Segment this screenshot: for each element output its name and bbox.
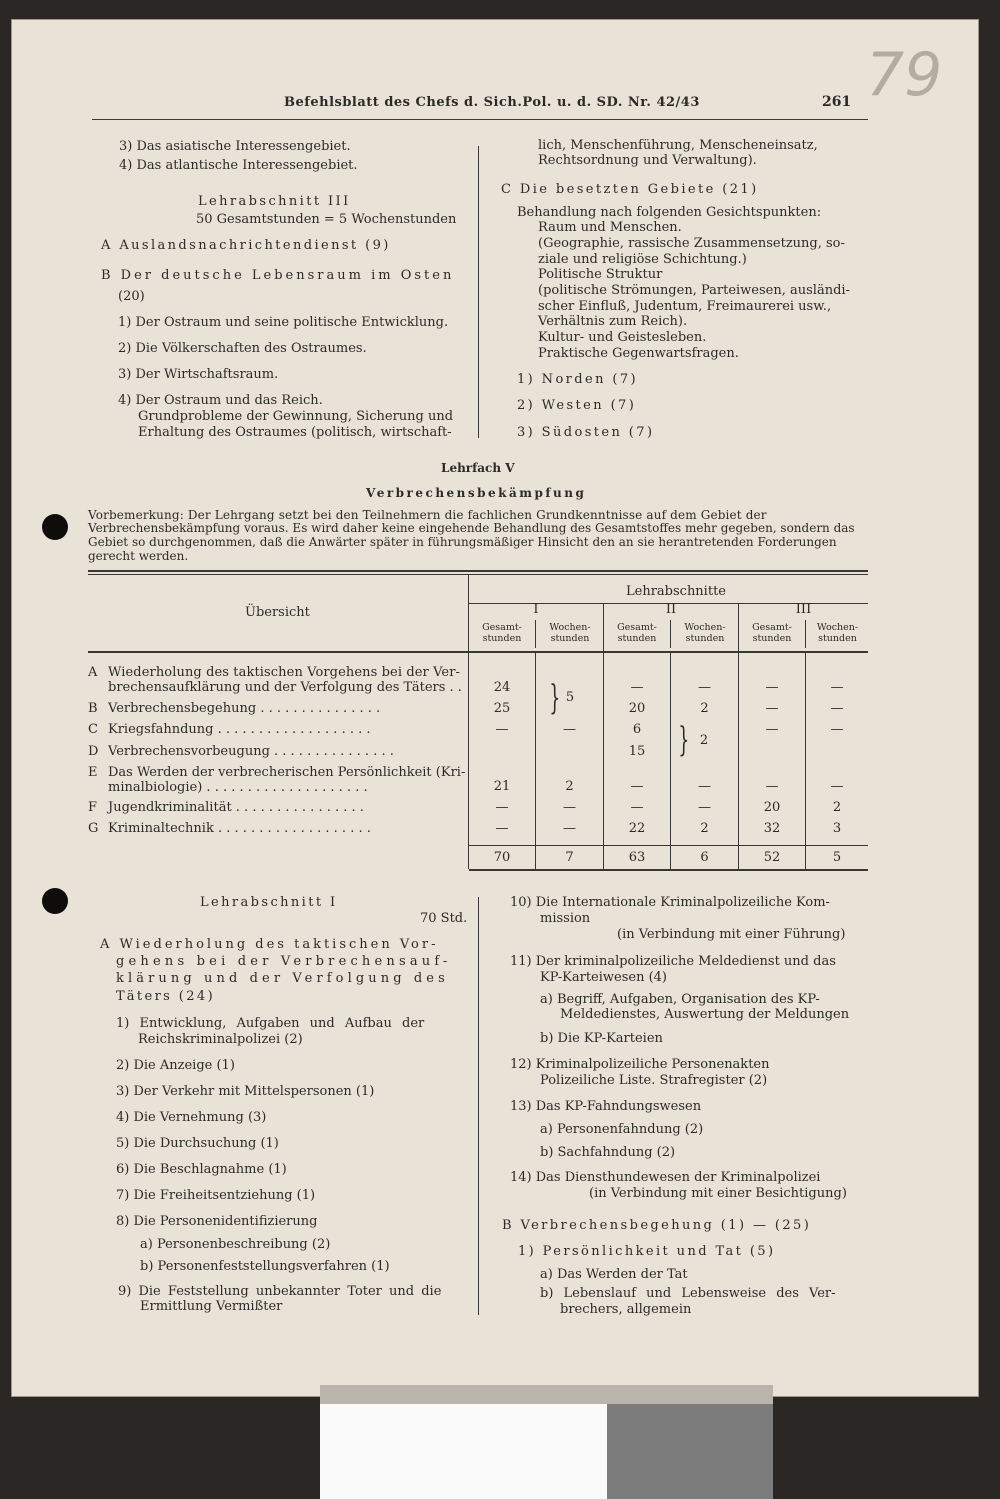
table-cell: 32	[763, 821, 781, 836]
row-label: Verbrechensvorbeugung . . . . . . . . . . . . . . .	[108, 744, 394, 759]
list-item-cont: (in Verbindung mit einer Besichtigung)	[589, 1186, 847, 1201]
list-item: 10) Die Internationale Kriminalpolizeiliche Kom-	[510, 895, 830, 910]
column-divider-top	[478, 146, 479, 438]
section-header-i: I	[533, 602, 539, 617]
table-cell: 2	[565, 779, 574, 794]
table-cell: —	[563, 821, 576, 836]
sub-total-header: Gesamt- stunden	[752, 622, 792, 644]
sub-weekly-header: Wochen- stunden	[549, 622, 591, 644]
section-hours: 70 Std.	[420, 911, 468, 926]
section-title: Lehrabschnitt III	[198, 194, 351, 209]
lehrfach-title: Lehrfach V	[441, 461, 515, 475]
sub-item: b) Sachfahndung (2)	[540, 1145, 676, 1160]
row-label: Wiederholung des taktischen Vorgehens bei der Ver-	[108, 665, 461, 680]
scan-card-grey	[607, 1404, 773, 1499]
list-item: 3) Das asiatische Interessengebiet.	[119, 139, 351, 154]
sub-item: b) Die KP-Karteien	[540, 1031, 663, 1046]
c-line: scher Einfluß, Judentum, Freimaurerei usw.,	[538, 299, 832, 314]
table-cell: 6	[632, 722, 642, 737]
section-header-iii: III	[795, 602, 812, 617]
table-cell: —	[698, 800, 711, 815]
list-item-cont: Reichskriminalpolizei (2)	[138, 1032, 303, 1047]
c-line: Praktische Gegenwartsfragen.	[538, 346, 739, 361]
list-item: 8) Die Personenidentifizierung	[116, 1214, 318, 1229]
row-letter: F	[88, 800, 98, 815]
continued-line: Rechtsordnung und Verwaltung).	[538, 153, 757, 168]
intro-line: Vorbemerkung: Der Lehrgang setzt bei den Teilnehmern die fachlichen Grundkenntnisse auf dem Gebiet der	[88, 508, 767, 522]
list-item-cont: Erhaltung des Ostraumes (politisch, wirtschaft-	[138, 425, 452, 440]
sub-weekly-header: Wochen- stunden	[816, 622, 859, 644]
table-cell: 22	[628, 821, 646, 836]
page-number: 261	[822, 94, 852, 110]
heading-a-line: gehens bei der Verbrechensauf-	[116, 954, 452, 969]
section-title: Lehrabschnitt I	[200, 895, 338, 910]
list-item: 2) Die Völkerschaften des Ostraumes.	[118, 341, 367, 356]
table-cell-merged: 5	[565, 690, 575, 705]
continued-line: lich, Menschenführung, Menscheneinsatz,	[538, 138, 818, 153]
table-cell: 2	[700, 821, 709, 836]
table-cell: 2	[700, 701, 709, 716]
list-item: 1) Persönlichkeit und Tat (5)	[518, 1244, 776, 1259]
list-item: 11) Der kriminalpolizeiliche Meldedienst und das	[510, 954, 836, 969]
table-cell: —	[495, 722, 509, 737]
scan-card-white	[320, 1404, 607, 1499]
sub-item-cont: Meldedienstes, Auswertung der Meldungen	[560, 1007, 850, 1022]
row-letter: G	[88, 821, 99, 836]
table-cell: —	[698, 779, 711, 794]
header-rule	[92, 119, 868, 120]
list-item: 13) Das KP-Fahndungswesen	[510, 1099, 702, 1114]
table-cell-merged: 2	[699, 733, 709, 748]
c-line: Verhältnis zum Reich).	[538, 314, 688, 329]
table-cell: —	[495, 800, 509, 815]
table-cell: —	[495, 821, 509, 836]
heading-c: C Die besetzten Gebiete (21)	[501, 182, 759, 197]
table-cell: 24	[493, 680, 511, 695]
table-cell: —	[765, 680, 779, 695]
c-line: ziale und religiöse Schichtung.)	[538, 252, 747, 267]
list-item: 3) Der Wirtschaftsraum.	[118, 367, 279, 382]
list-item-cont: Polizeiliche Liste. Strafregister (2)	[540, 1073, 768, 1088]
table-cell: —	[630, 680, 644, 695]
c-line: Kultur- und Geistesleben.	[538, 330, 707, 345]
sub-item: a) Personenfahndung (2)	[540, 1122, 704, 1137]
heading-a-line: Täters (24)	[116, 989, 216, 1004]
total-cell: 5	[832, 850, 842, 865]
total-cell: 70	[493, 850, 511, 865]
row-label: Das Werden der verbrecherischen Persönlichkeit (Kri-	[108, 765, 466, 780]
heading-a: A Auslandsnachrichtendienst (9)	[101, 238, 391, 253]
section-header-ii: II	[665, 602, 677, 617]
column-divider-bottom	[478, 897, 479, 1315]
list-item: 14) Das Diensthundewesen der Kriminalpolizei	[510, 1170, 821, 1185]
sub-item: b) Lebenslauf und Lebensweise des Ver-	[540, 1286, 836, 1301]
header-title: Befehlsblatt des Chefs d. Sich.Pol. u. d. SD. Nr. 42/43	[284, 95, 700, 110]
intro-line: Gebiet so durchgenommen, daß die Anwärter später in führungsmäßiger Hinsicht den an sie herantretenden Forderungen	[88, 535, 837, 549]
list-item-cont: Grundprobleme der Gewinnung, Sicherung und	[138, 409, 454, 424]
table-cell: 21	[493, 779, 511, 794]
list-item-cont: mission	[540, 911, 591, 926]
table-cell: —	[630, 779, 644, 794]
table-cell: —	[830, 701, 844, 716]
list-item: 5) Die Durchsuchung (1)	[116, 1136, 279, 1151]
brace: }	[549, 678, 561, 718]
table-cell: —	[830, 722, 844, 737]
row-letter: A	[88, 665, 98, 680]
row-letter: B	[88, 701, 98, 716]
table-cell: 2	[832, 800, 842, 815]
table-cell: 3	[832, 821, 842, 836]
list-item: 9) Die Feststellung unbekannter Toter und die	[118, 1284, 442, 1299]
list-item: 3) Der Verkehr mit Mittelspersonen (1)	[116, 1084, 375, 1099]
sub-item-cont: brechers, allgemein	[560, 1302, 692, 1317]
list-item: 12) Kriminalpolizeiliche Personenakten	[510, 1057, 770, 1072]
row-letter: C	[88, 722, 98, 737]
brace: }	[678, 720, 690, 760]
list-item: 1) Der Ostraum und seine politische Entwicklung.	[118, 315, 449, 330]
c-line: (Geographie, rassische Zusammensetzung, so-	[538, 236, 845, 251]
intro-line: gerecht werden.	[88, 549, 189, 563]
total-cell: 7	[565, 850, 574, 865]
c-line: Raum und Menschen.	[538, 220, 682, 235]
scan-card-edge	[320, 1385, 773, 1405]
table-cell: —	[698, 680, 711, 695]
row-label: minalbiologie) . . . . . . . . . . . . . . . . . . . .	[108, 780, 368, 795]
table-cell: 25	[493, 701, 511, 716]
handwritten-number: 79	[866, 40, 943, 110]
row-label: Verbrechensbegehung . . . . . . . . . . . . . . .	[108, 701, 381, 716]
row-letter: D	[88, 744, 99, 759]
table-cell: —	[765, 701, 779, 716]
heading-a-line: klärung und der Verfolgung des	[116, 971, 449, 986]
punch-hole	[42, 888, 68, 914]
punch-hole	[42, 514, 68, 540]
list-item: 7) Die Freiheitsentziehung (1)	[116, 1188, 316, 1203]
list-item: 4) Die Vernehmung (3)	[116, 1110, 267, 1125]
total-cell: 6	[700, 850, 709, 865]
table-cell: —	[830, 779, 844, 794]
region-item: 2) Westen (7)	[517, 398, 637, 413]
table-cell: 15	[628, 744, 646, 759]
sub-weekly-header: Wochen- stunden	[684, 622, 726, 644]
row-label: brechensaufklärung und der Verfolgung des Täters . .	[108, 680, 462, 695]
sub-total-header: Gesamt- stunden	[617, 622, 657, 644]
sub-item: a) Begriff, Aufgaben, Organisation des KP-	[540, 992, 820, 1007]
group-label: Lehrabschnitte	[626, 584, 726, 599]
sub-total-header: Gesamt- stunden	[482, 622, 522, 644]
section-hours: 50 Gesamtstunden = 5 Wochenstunden	[196, 212, 457, 227]
c-line: Behandlung nach folgenden Gesichtspunkten:	[517, 205, 822, 220]
list-item-cont: KP-Karteiwesen (4)	[540, 970, 667, 985]
list-item-cont: Ermittlung Vermißter	[140, 1299, 283, 1314]
table-cell: —	[765, 779, 779, 794]
list-item: 6) Die Beschlagnahme (1)	[116, 1162, 287, 1177]
heading-b: B Der deutsche Lebensraum im Osten	[101, 268, 455, 283]
list-item-cont: (in Verbindung mit einer Führung)	[617, 927, 846, 942]
table-cell: —	[765, 722, 779, 737]
table-cell: 20	[628, 701, 646, 716]
heading-b-hours: (20)	[118, 289, 145, 304]
total-cell: 52	[763, 850, 781, 865]
table-cell: —	[563, 722, 576, 737]
sub-item: b) Personenfeststellungsverfahren (1)	[140, 1259, 390, 1274]
heading-b: B Verbrechensbegehung (1) — (25)	[502, 1218, 812, 1233]
overview-label: Übersicht	[245, 605, 310, 620]
table-cell: —	[563, 800, 576, 815]
row-letter: E	[88, 765, 98, 780]
region-item: 1) Norden (7)	[517, 372, 639, 387]
heading-a-line: A Wiederholung des taktischen Vor-	[100, 937, 439, 952]
c-line: Politische Struktur	[538, 267, 663, 282]
lehrfach-subtitle: Verbrechensbekämpfung	[366, 486, 587, 500]
row-label: Kriegsfahndung . . . . . . . . . . . . . . . . . . .	[108, 722, 371, 737]
sub-item: a) Das Werden der Tat	[540, 1267, 688, 1282]
sub-item: a) Personenbeschreibung (2)	[140, 1237, 331, 1252]
intro-line: Verbrechensbekämpfung voraus. Es wird daher keine eingehende Behandlung des Gesamtstoffes mehr gegeben, sondern das	[88, 521, 855, 535]
region-item: 3) Südosten (7)	[517, 425, 655, 440]
row-label: Jugendkriminalität . . . . . . . . . . . . . . . .	[108, 800, 364, 815]
total-cell: 63	[628, 850, 646, 865]
table-cell: —	[830, 680, 844, 695]
row-label: Kriminaltechnik . . . . . . . . . . . . . . . . . . .	[108, 821, 371, 836]
list-item: 4) Der Ostraum und das Reich.	[118, 393, 323, 408]
c-line: (politische Strömungen, Parteiwesen, ausländi-	[538, 283, 850, 298]
table-cell: 20	[763, 800, 781, 815]
list-item: 4) Das atlantische Interessengebiet.	[119, 158, 358, 173]
list-item: 2) Die Anzeige (1)	[116, 1058, 235, 1073]
table-cell: —	[630, 800, 644, 815]
list-item: 1) Entwicklung, Aufgaben und Aufbau der	[116, 1016, 425, 1031]
